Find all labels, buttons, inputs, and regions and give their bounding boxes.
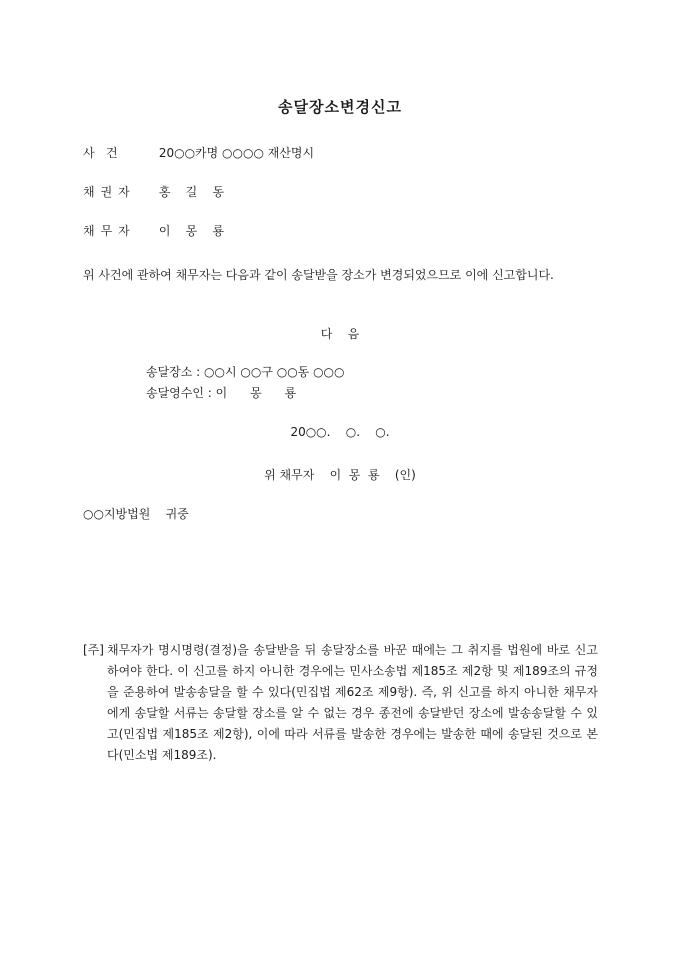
creditor-row (83, 183, 224, 201)
footnote (83, 640, 598, 766)
address-label: 송달장소 : (146, 365, 205, 379)
address-value: ○○시 ○○구 ○○동 ○○○ (204, 365, 345, 379)
recipient-value: 이 몽 룡 (215, 386, 297, 400)
creditor-label: 채권자 (83, 185, 136, 199)
document-title: 송달장소변경신고 (278, 98, 402, 116)
case-label: 사 건 (83, 146, 118, 160)
document-date: 20○○. ○. ○. (290, 425, 390, 439)
footnote-tag: [주] (83, 643, 104, 657)
creditor-value: 홍 길 동 (158, 185, 225, 199)
debtor-value: 이 몽 룡 (158, 224, 225, 238)
heading-next: 다 음 (320, 327, 360, 341)
debtor-row (83, 222, 224, 240)
body-paragraph: 위 사건에 관하여 채무자는 다음과 같이 송달받을 장소가 변경되었으므로 이에 신고합니다. (83, 268, 554, 282)
footnote-text: 채무자가 명시명령(결정)을 송달받을 뒤 송달장소를 바꾼 때에는 그 취지를 법원에 바로 신고하여야 한다. 이 신고를 하지 아니한 경우에는 민사소송법 제185조 제2항 및 제189조의 규정을 준용하여 발송송달을 할 수 있다(민집법 제62조 제9항). 즉, 위 신고를 하지 아니한 채무자에게 송달할 서류는 송달할 장소를 알 수 없는 경우 종전에 송달받던 장소에 발송송달할 수 있고(민집법 제185조 제2항), 이에 따라 서류를 발송한 경우에는 발송한 때에 송달된 것으로 본다(민소법 제189조). (107, 643, 598, 762)
recipient-label: 송달영수인 : (146, 386, 216, 400)
case-row (83, 144, 314, 162)
recipient-row (146, 384, 296, 402)
court-addressee: ○○지방법원 귀중 (83, 507, 189, 521)
signature-line: 위 채무자 이 몽 룡 (인) (264, 468, 416, 482)
debtor-label: 채무자 (83, 224, 136, 238)
address-row (146, 363, 345, 381)
case-value: 20○○카명 ○○○○ 재산명시 (158, 146, 315, 160)
